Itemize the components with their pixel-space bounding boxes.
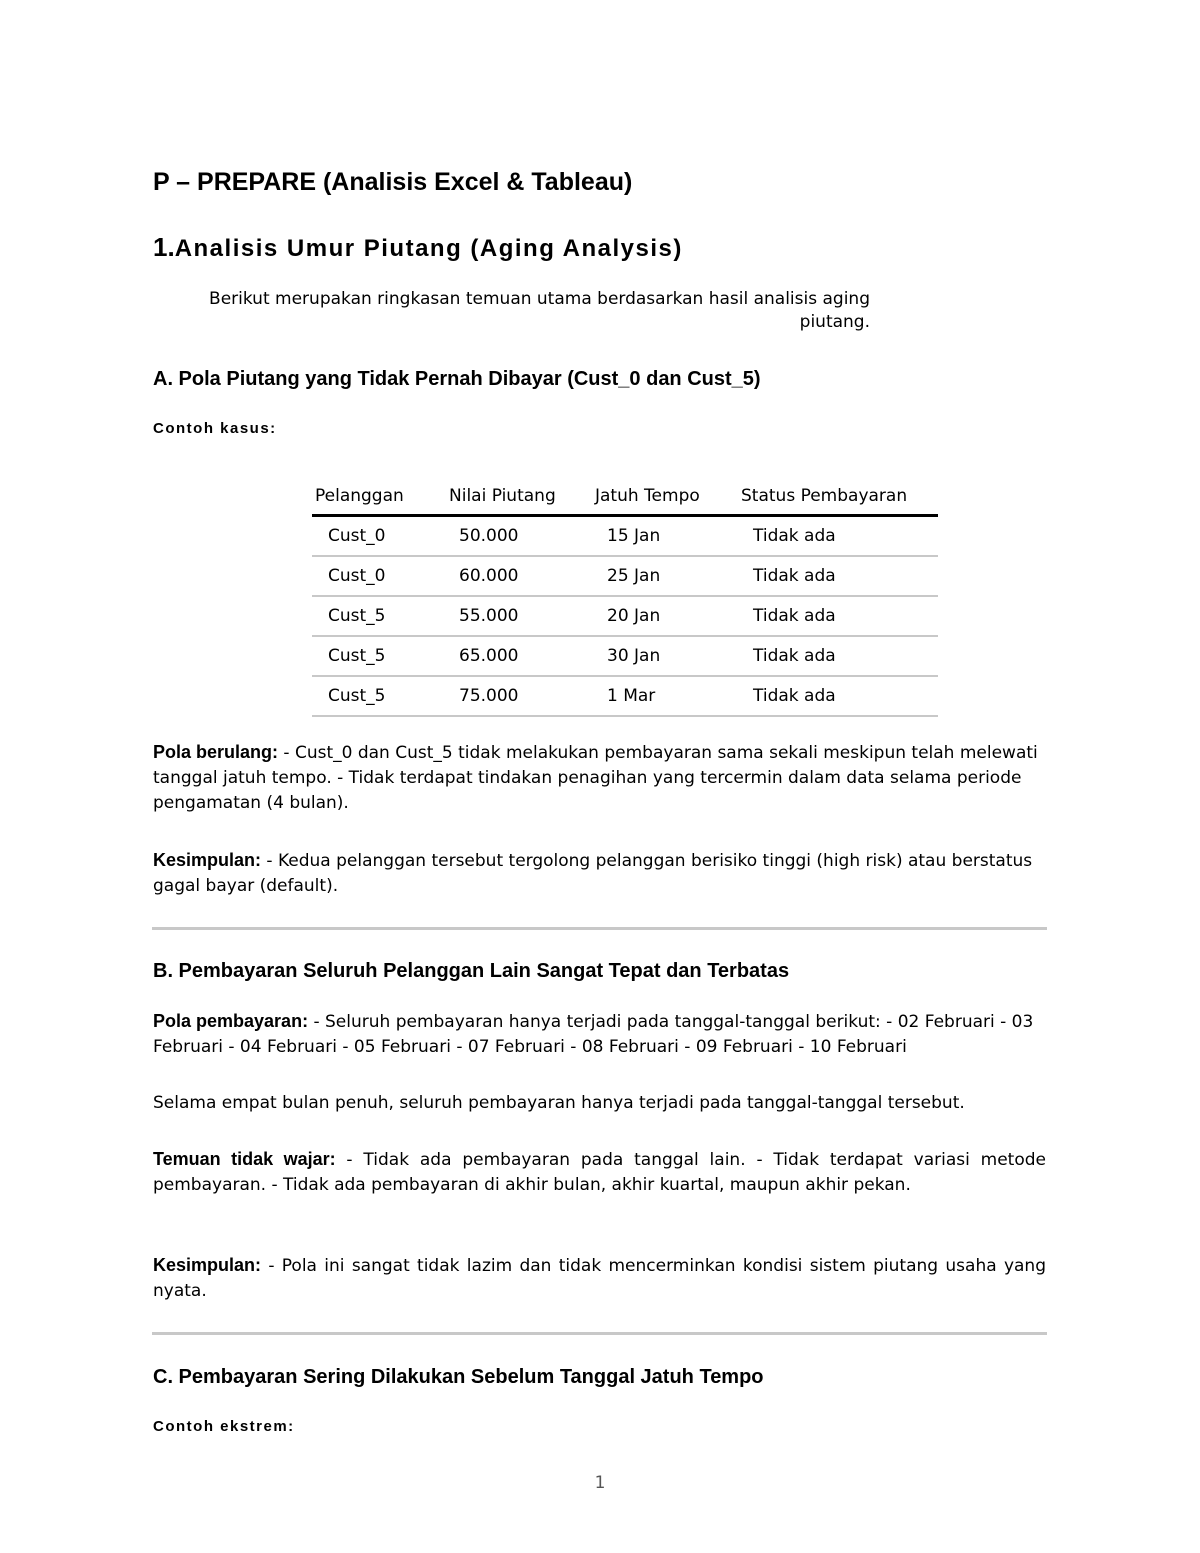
table-cell: 50.000 <box>448 516 595 557</box>
table-cell: 60.000 <box>448 556 595 596</box>
table-cell: 25 Jan <box>595 556 741 596</box>
example-label: Contoh ekstrem: <box>153 1418 295 1435</box>
page-number: 1 <box>594 1473 606 1493</box>
table-cell: 30 Jan <box>595 636 741 676</box>
table-cell: Tidak ada <box>741 556 938 596</box>
table-cell: 15 Jan <box>595 516 741 557</box>
section-heading <box>153 232 683 263</box>
kesimpulan-label: Kesimpulan: <box>153 1255 262 1275</box>
pola-berulang-label: Pola berulang: <box>153 742 279 762</box>
table-cell: Tidak ada <box>741 636 938 676</box>
kesimpulan-b-paragraph <box>153 1253 1046 1304</box>
pola-pembayaran-label: Pola pembayaran: <box>153 1011 309 1031</box>
table-cell: Tidak ada <box>741 676 938 716</box>
section-title: Analisis Umur Piutang (Aging Analysis) <box>174 235 683 262</box>
table-cell: Cust_5 <box>312 636 448 676</box>
table-row <box>312 676 938 716</box>
pola-berulang-paragraph <box>153 740 1046 816</box>
table-row <box>312 516 938 557</box>
kesimpulan-a-paragraph <box>153 848 1046 899</box>
divider <box>152 927 1047 930</box>
table-cell: Cust_0 <box>312 556 448 596</box>
selama-paragraph: Selama empat bulan penuh, seluruh pembayaran hanya terjadi pada tanggal-tanggal tersebut. <box>153 1093 965 1113</box>
table-row <box>312 596 938 636</box>
kesimpulan-text: - Pola ini sangat tidak lazim dan tidak mencerminkan kondisi sistem piutang usaha yang nyata. <box>153 1256 1046 1301</box>
table-header-row <box>312 478 938 516</box>
column-header: Jatuh Tempo <box>595 478 741 516</box>
table-cell: Tidak ada <box>741 516 938 557</box>
subheading-b: B. Pembayaran Seluruh Pelanggan Lain Sangat Tepat dan Terbatas <box>153 960 790 982</box>
table-cell: Cust_5 <box>312 596 448 636</box>
table-row <box>312 636 938 676</box>
temuan-label: Temuan tidak wajar: <box>153 1149 336 1169</box>
section-number: 1. <box>153 232 175 262</box>
table-row <box>312 556 938 596</box>
kesimpulan-label: Kesimpulan: <box>153 850 262 870</box>
column-header: Status Pembayaran <box>741 478 938 516</box>
pola-berulang-text: - Cust_0 dan Cust_5 tidak melakukan pembayaran sama sekali meskipun telah melewati tanggal jatuh tempo. - Tidak terdapat tindakan penagihan yang tercermin dalam data selama periode pengamatan (4 bulan). <box>153 743 1038 813</box>
column-header: Nilai Piutang <box>448 478 595 516</box>
table-cell: Tidak ada <box>741 596 938 636</box>
column-header: Pelanggan <box>312 478 448 516</box>
table-cell: 65.000 <box>448 636 595 676</box>
kesimpulan-text: - Kedua pelanggan tersebut tergolong pelanggan berisiko tinggi (high risk) atau berstatus gagal bayar (default). <box>153 851 1033 896</box>
pola-pembayaran-paragraph <box>153 1009 1046 1060</box>
table-cell: 75.000 <box>448 676 595 716</box>
aging-table <box>312 478 938 717</box>
document-title: P – PREPARE (Analisis Excel & Tableau) <box>153 168 633 196</box>
subheading-a: A. Pola Piutang yang Tidak Pernah Dibayar (Cust_0 dan Cust_5) <box>153 368 761 390</box>
subheading-c: C. Pembayaran Sering Dilakukan Sebelum Tanggal Jatuh Tempo <box>153 1366 764 1388</box>
table-cell: 1 Mar <box>595 676 741 716</box>
intro-paragraph: Berikut merupakan ringkasan temuan utama berdasarkan hasil analisis aging piutang. <box>209 289 870 332</box>
table-cell: Cust_0 <box>312 516 448 557</box>
table-cell: Cust_5 <box>312 676 448 716</box>
temuan-paragraph <box>153 1147 1046 1198</box>
divider <box>152 1332 1047 1335</box>
table-cell: 20 Jan <box>595 596 741 636</box>
temuan-text: - Tidak ada pembayaran pada tanggal lain. - Tidak terdapat variasi metode pembayaran. - Tidak ada pembayaran di akhir bulan, akhir kuartal, maupun akhir pekan. <box>153 1150 1046 1195</box>
pola-pembayaran-text: - Seluruh pembayaran hanya terjadi pada tanggal-tanggal berikut: - 02 Februari - 03 Februari - 04 Februari - 05 Februari - 07 Februari - 08 Februari - 09 Februari - 10 Februari <box>153 1012 1034 1057</box>
example-label: Contoh kasus: <box>153 420 277 437</box>
table-cell: 55.000 <box>448 596 595 636</box>
